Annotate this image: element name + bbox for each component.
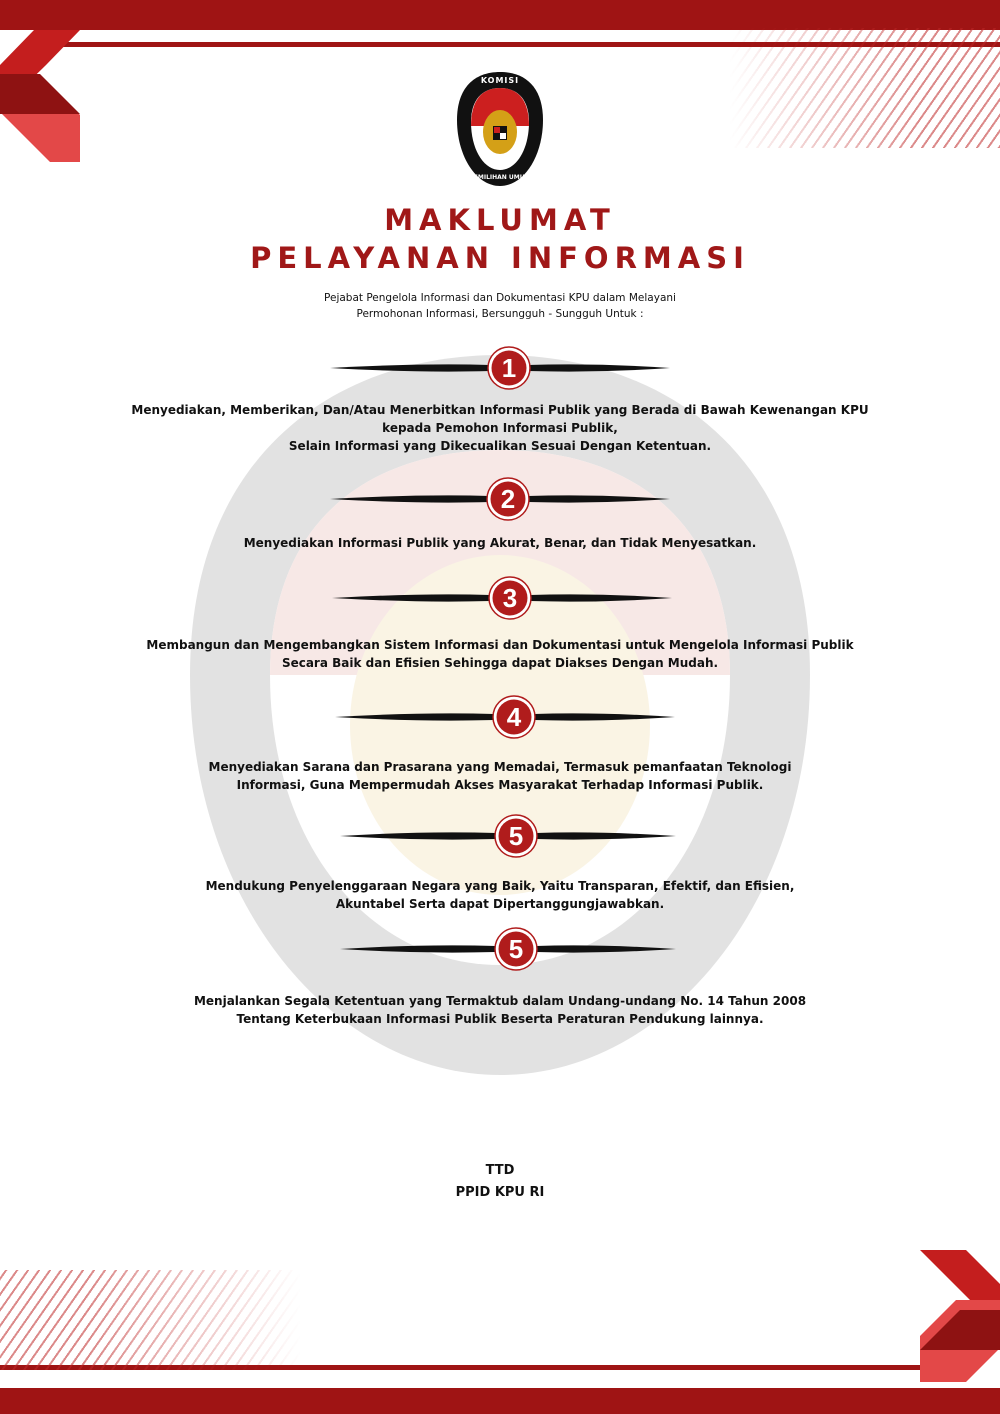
bottom-red-bar — [0, 1388, 1000, 1414]
top-right-hatch-decoration — [730, 28, 1000, 148]
item-5-line2: Akuntabel Serta dapat Dipertanggungjawabkan. — [335, 897, 665, 911]
subtitle — [0, 290, 1000, 322]
item-6-number: 5 — [508, 934, 524, 964]
item-6-line2: Tentang Keterbukaan Informasi Publik Beserta Peraturan Pendukung lainnya. — [236, 1012, 764, 1026]
item-6-divider — [0, 925, 1000, 975]
kpu-logo — [454, 70, 546, 188]
item-4-text — [110, 758, 890, 794]
top-red-bar — [0, 0, 1000, 30]
subtitle-line2: Permohonan Informasi, Bersungguh - Sungguh Untuk : — [356, 308, 644, 320]
item-1-line1: Menyediakan, Memberikan, Dan/Atau Menerbitkan Informasi Publik yang Berada di Bawah Kewenangan KPU — [131, 403, 869, 417]
document-title-line2: PELAYANAN INFORMASI — [250, 241, 750, 275]
item-1-line3: Selain Informasi yang Dikecualikan Sesuai Dengan Ketentuan. — [288, 439, 712, 453]
item-6-text — [110, 992, 890, 1028]
top-left-chevron-decoration — [0, 30, 80, 170]
item-4-divider — [0, 693, 1000, 743]
item-3-line2: Secara Baik dan Efisien Sehingga dapat Diakses Dengan Mudah. — [281, 656, 719, 670]
item-4-line1: Menyediakan Sarana dan Prasarana yang Memadai, Termasuk pemanfaatan Teknologi — [208, 760, 792, 774]
item-3-divider — [0, 574, 1000, 624]
item-2-text — [110, 534, 890, 552]
item-6-line1: Menjalankan Segala Ketentuan yang Termaktub dalam Undang-undang No. 14 Tahun 2008 — [193, 994, 807, 1008]
item-3-text — [110, 636, 890, 672]
item-2-line1: Menyediakan Informasi Publik yang Akurat, Benar, dan Tidak Menyesatkan. — [243, 536, 757, 550]
item-4-number: 4 — [506, 702, 522, 732]
signature-ttd: TTD — [485, 1163, 515, 1178]
item-1-divider — [0, 344, 1000, 394]
item-5-line1: Mendukung Penyelenggaraan Negara yang Baik, Yaitu Transparan, Efektif, dan Efisien, — [205, 879, 795, 893]
signature-office: PPID KPU RI — [455, 1185, 545, 1200]
item-1-number: 1 — [501, 353, 517, 383]
item-5-text — [110, 877, 890, 913]
item-1-line2: kepada Pemohon Informasi Publik, — [382, 421, 618, 435]
logo-top-text: KOMISI — [480, 76, 520, 85]
subtitle-line1: Pejabat Pengelola Informasi dan Dokumentasi KPU dalam Melayani — [324, 292, 676, 304]
item-2-number: 2 — [500, 484, 516, 514]
item-5-divider — [0, 812, 1000, 862]
logo-bottom-text: PEMILIHAN UMUM — [469, 174, 531, 181]
item-4-line2: Informasi, Guna Mempermudah Akses Masyarakat Terhadap Informasi Publik. — [236, 778, 764, 792]
item-5-number: 5 — [508, 821, 524, 851]
signature-block — [0, 1160, 1000, 1204]
item-3-number: 3 — [502, 583, 518, 613]
document-title-line1: MAKLUMAT — [384, 203, 616, 237]
item-1-text — [110, 401, 890, 455]
item-3-line1: Membangun dan Mengembangkan Sistem Informasi dan Dokumentasi untuk Mengelola Informasi Publik — [146, 638, 854, 652]
bottom-left-hatch-decoration — [0, 1270, 300, 1370]
item-2-divider — [0, 475, 1000, 525]
bottom-right-chevron-decoration — [920, 1250, 1000, 1390]
